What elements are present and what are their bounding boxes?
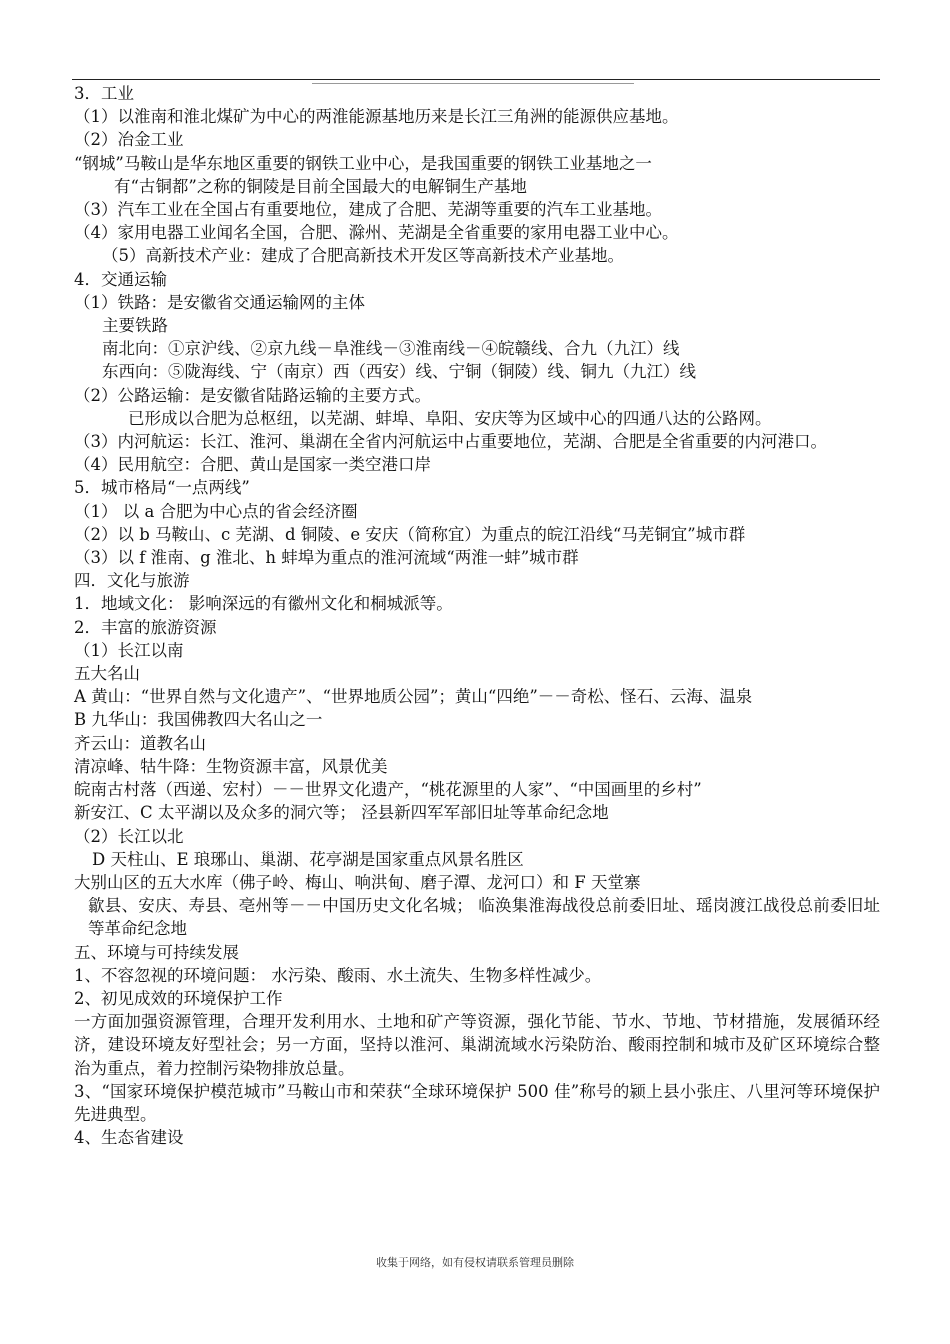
text-line: 清凉峰、牯牛降：生物资源丰富，风景优美 (74, 756, 388, 776)
text-line: （1）长江以南 (74, 640, 184, 660)
section-heading-cities: 5．城市格局“一点两线” (74, 478, 250, 498)
text-line: B 九华山：我国佛教四大名山之一 (74, 710, 323, 730)
text-paragraph: 歙县、安庆、寿县、亳州等－－中国历史文化名城； 临涣集淮海战役总前委旧址、瑶岗渡江战役总前委旧址等革命纪念地 (88, 896, 880, 939)
chapter-heading-environment: 五、环境与可持续发展 (74, 942, 239, 962)
text-line: （3）汽车工业在全国占有重要地位，建成了合肥、芜湖等重要的汽车工业基地。 (74, 200, 662, 220)
text-line: 大别山区的五大水库（佛子岭、梅山、响洪甸、磨子潭、龙河口）和 F 天堂寨 (74, 872, 641, 892)
chapter-heading-culture: 四．文化与旅游 (74, 571, 190, 591)
text-line: 已形成以合肥为总枢纽，以芜湖、蚌埠、阜阳、安庆等为区域中心的四通八达的公路网。 (128, 408, 772, 428)
text-line: 主要铁路 (102, 316, 168, 336)
text-line: （4）家用电器工业闻名全国，合肥、滁州、芜湖是全省重要的家用电器工业中心。 (74, 223, 679, 243)
text-line: 1．地域文化： 影响深远的有徽州文化和桐城派等。 (74, 594, 453, 614)
text-line: （2）公路运输：是安徽省陆路运输的主要方式。 (74, 385, 431, 405)
text-paragraph: （3）内河航运：长江、淮河、巢湖在全省内河航运中占重要地位，芜湖、合肥是全省重要的内河港口。 (74, 432, 827, 452)
text-paragraph: 3、“国家环境保护模范城市”马鞍山市和荣获“全球环境保护 500 佳”称号的颍上县小张庄、八里河等环境保护先进典型。 (74, 1081, 880, 1124)
text-line: （2）长江以北 (74, 826, 184, 846)
text-line: 2、初见成效的环境保护工作 (74, 988, 283, 1008)
text-line: 东西向：⑤陇海线、宁（南京）西（西安）线、宁铜（铜陵）线、铜九（九江）线 (102, 362, 696, 382)
text-line: 2．丰富的旅游资源 (74, 617, 217, 637)
header-rule (72, 79, 880, 80)
text-line: （2）冶金工业 (74, 130, 184, 150)
text-line: （3）以 f 淮南、g 淮北、h 蚌埠为重点的淮河流域“两淮一蚌”城市群 (74, 548, 579, 568)
text-line: 1、不容忽视的环境问题： 水污染、酸雨、水土流失、生物多样性减少。 (74, 965, 602, 985)
text-line: （5）高新技术产业：建成了合肥高新技术开发区等高新技术产业基地。 (102, 246, 624, 266)
text-line: （4）民用航空：合肥、黄山是国家一类空港口岸 (74, 455, 431, 475)
text-line: 4、生态省建设 (74, 1128, 184, 1148)
section-heading-transport: 4．交通运输 (74, 269, 167, 289)
text-line: D 天柱山、E 琅琊山、巢湖、花亭湖是国家重点风景名胜区 (92, 849, 524, 869)
text-line: “钢城”马鞍山是华东地区重要的钢铁工业中心，是我国重要的钢铁工业基地之一 (74, 153, 652, 173)
text-line: 南北向：①京沪线、②京九线－阜淮线－③淮南线－④皖赣线、合九（九江）线 (102, 339, 680, 359)
text-line: 新安江、C 太平湖以及众多的洞穴等； 泾县新四军军部旧址等革命纪念地 (74, 803, 609, 823)
text-paragraph: A 黄山：“世界自然与文化遗产”、“世界地质公园”；黄山“四绝”－－奇松、怪石、云海、温泉 (74, 687, 753, 707)
section-heading-industry: 3．工业 (74, 84, 134, 103)
text-line: （1） 以 a 合肥为中心点的省会经济圈 (74, 501, 358, 521)
text-line: 皖南古村落（西递、宏村）－－世界文化遗产，“桃花源里的人家”、“中国画里的乡村” (74, 780, 702, 800)
document-body (74, 82, 880, 1149)
text-line: （1）铁路：是安徽省交通运输网的主体 (74, 292, 365, 312)
text-line: （2）以 b 马鞍山、c 芜湖、d 铜陵、e 安庆（简称宜）为重点的皖江沿线“马芜铜宜”城市群 (74, 524, 746, 544)
text-paragraph: 一方面加强资源管理，合理开发利用水、土地和矿产等资源，强化节能、节水、节地、节材措施，发展循环经济，建设环境友好型社会；另一方面，坚持以淮河、巢湖流域水污染防治、酸雨控制和城市及矿区环境综合整治为重点，着力控制污染物排放总量。 (74, 1012, 880, 1078)
text-line: 五大名山 (74, 664, 140, 684)
text-line: 有“古铜都”之称的铜陵是目前全国最大的电解铜生产基地 (114, 176, 527, 196)
text-line: （1）以淮南和淮北煤矿为中心的两淮能源基地历来是长江三角洲的能源供应基地。 (74, 107, 679, 127)
text-line: 齐云山：道教名山 (74, 733, 206, 753)
page-footer: 收集于网络，如有侵权请联系管理员删除 (376, 1256, 574, 1269)
